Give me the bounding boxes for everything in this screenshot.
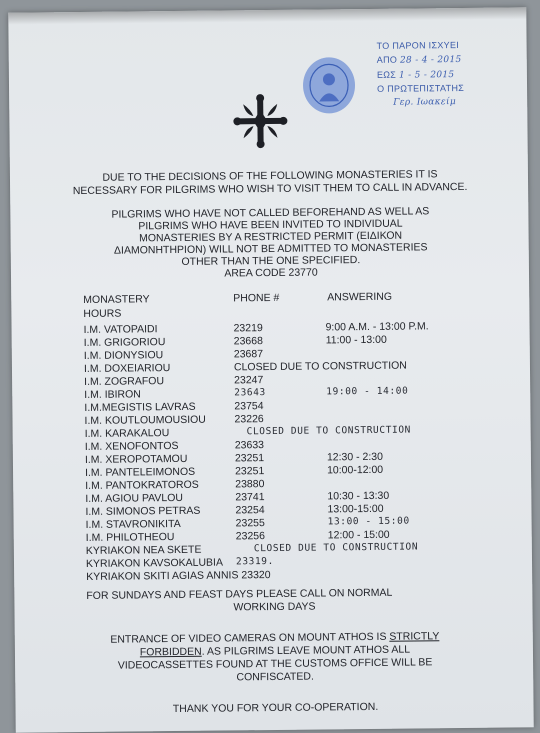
monastery-phone: 23255 bbox=[235, 517, 265, 530]
stamp-signature: Γερ. Ιωακείμ bbox=[393, 97, 457, 108]
top-shadow bbox=[8, 7, 526, 24]
monastery-name: I.M. AGIOU PAVLOU bbox=[85, 491, 184, 505]
monastery-hours: 12:30 - 2:30 bbox=[326, 450, 384, 464]
intro-paragraph-1: DUE TO THE DECISIONS OF THE FOLLOWING MONASTERIES IT IS NECESSARY FOR PILGRIMS WHO WISH TO VISIT THEM TO CALL IN ADVANCE. bbox=[72, 168, 468, 197]
monastery-phone: 23633 bbox=[234, 439, 265, 452]
monastery-hours: 12:00 - 15:00 bbox=[327, 528, 390, 542]
col-answering: ANSWERING bbox=[327, 290, 393, 304]
monastery-name: I.M. PHILOTHEOU bbox=[85, 531, 175, 544]
skete-phone: 23319. bbox=[235, 555, 274, 568]
monastery-name: I.M. DIONYSIOU bbox=[83, 349, 164, 362]
monastery-phone: 23226 bbox=[234, 413, 264, 426]
intro-line-2: PILGRIMS WHO HAVE BEEN INVITED TO INDIVIDUAL bbox=[138, 217, 403, 233]
col-hours: HOURS bbox=[83, 307, 122, 320]
skete-hours: CLOSED DUE TO CONSTRUCTION bbox=[253, 541, 419, 555]
monastery-name: I.M. PANTELEIMONOS bbox=[85, 465, 196, 479]
monastery-name: I.M. KARAKALOU bbox=[84, 427, 170, 440]
monastery-phone: 23251 bbox=[234, 452, 265, 465]
monastery-hours: 10:30 - 13:30 bbox=[327, 489, 390, 503]
thank-you: THANK YOU FOR YOUR CO-OPERATION. bbox=[172, 700, 379, 716]
monastery-name: I.M.MEGISTIS LAVRAS bbox=[84, 400, 196, 414]
area-code: AREA CODE 23770 bbox=[224, 266, 318, 280]
monastery-phone: 23219 bbox=[233, 322, 263, 335]
monastery-phone: 23643 bbox=[234, 387, 266, 399]
monastery-hours: 13:00-15:00 bbox=[327, 502, 384, 516]
monastery-name: I.M. PANTOKRATOROS bbox=[85, 478, 199, 492]
holiday-line-2: WORKING DAYS bbox=[233, 600, 316, 614]
cross-ornament-icon bbox=[229, 92, 292, 151]
monastery-hours: CLOSED DUE TO CONSTRUCTION bbox=[233, 359, 407, 374]
monastery-name: I.M. KOUTLOUMOUSIOU bbox=[84, 413, 206, 427]
monastery-table bbox=[83, 290, 503, 583]
monastery-phone: 23668 bbox=[233, 335, 263, 348]
skete-name: KYRIAKON KAVSOKALUBIA bbox=[85, 556, 224, 570]
video-line-3: VIDEOCASSETTES FOUND AT THE CUSTOMS OFFICE WILL BE bbox=[117, 656, 433, 672]
intro-line-3: MONASTERIES BY A RESTRICTED PERMIT (ΕΙΔΙΚΟΝ bbox=[139, 229, 403, 245]
video-line-2-text: . AS PILGRIMS LEAVE MOUNT ATHOS ALL bbox=[201, 643, 411, 658]
stamp-to-label: ΕΩΣ bbox=[376, 69, 397, 80]
stamp-line-4: Ο ΠΡΩΤΕΠΙΣΤΑΤΗΣ bbox=[377, 82, 465, 94]
seal-icon bbox=[301, 55, 358, 116]
monastery-phone: 23251 bbox=[234, 465, 265, 478]
monastery-hours: 10:00-12:00 bbox=[326, 463, 384, 477]
stamp-line-2 bbox=[377, 54, 462, 66]
monastery-name: I.M. IBIRON bbox=[84, 388, 141, 401]
monastery-hours: 19:00 - 14:00 bbox=[326, 385, 409, 398]
monastery-name: I.M. SIMONOS PETRAS bbox=[85, 504, 201, 518]
monastery-hours: 9:00 A.M. - 13:00 P.M. bbox=[325, 320, 429, 334]
intro-line-4: ΔΙΑΜΟΝΗΤΗΡΙΟΝ) WILL NOT BE ADMITTED TO MONASTERIES bbox=[113, 241, 428, 257]
monastery-name: I.M. ZOGRAFOU bbox=[84, 375, 165, 388]
monastery-phone: 23254 bbox=[235, 504, 265, 517]
monastery-phone: 23880 bbox=[235, 478, 265, 491]
stamp-line-1: ΤΟ ΠΑΡΟΝ ΙΣΧΥΕΙ bbox=[376, 40, 460, 51]
intro-line-5: OTHER THAN THE ONE SPECIFIED. bbox=[181, 254, 361, 268]
video-line-1-text: ENTRANCE OF VIDEO CAMERAS ON MOUNT ATHOS IS bbox=[110, 630, 390, 646]
monastery-name: I.M. GRIGORIOU bbox=[83, 336, 166, 349]
monastery-name: I.M. DOXEIARIOU bbox=[83, 362, 171, 375]
monastery-hours: 13:00 - 15:00 bbox=[327, 515, 410, 528]
holiday-line-1: FOR SUNDAYS AND FEAST DAYS PLEASE CALL ON NORMAL bbox=[86, 586, 393, 602]
monastery-name: I.M. VATOPAIDI bbox=[83, 323, 158, 336]
monastery-name: I.M. XENOFONTOS bbox=[84, 439, 179, 453]
stamp-from-label: ΑΠΟ bbox=[376, 54, 398, 65]
monastery-hours: CLOSED DUE TO CONSTRUCTION bbox=[246, 424, 412, 438]
stamp-from-date: 28 - 4 - 2015 bbox=[399, 54, 462, 66]
monastery-name: I.M. STAVRONIKITA bbox=[85, 517, 181, 531]
col-monastery: MONASTERY bbox=[83, 293, 150, 306]
monastery-phone: 23687 bbox=[233, 348, 264, 361]
video-line-4: CONFISCATED. bbox=[236, 670, 314, 684]
video-strictly: STRICTLY bbox=[389, 630, 440, 643]
validity-stamp bbox=[349, 35, 510, 127]
skete-name: KYRIAKON SKITI AGIAS ANNIS 23320 bbox=[86, 569, 271, 583]
notice-paper bbox=[8, 7, 534, 732]
monastery-hours: 11:00 - 13:00 bbox=[325, 333, 387, 347]
stamp-to-date: 1 - 5 - 2015 bbox=[398, 70, 455, 81]
col-phone: PHONE # bbox=[233, 291, 280, 305]
skete-name: KYRIAKON NEA SKETE bbox=[85, 543, 202, 557]
monastery-phone: 23741 bbox=[235, 491, 265, 504]
monastery-name: I.M. XEROPOTAMOU bbox=[84, 452, 188, 466]
monastery-phone: 23754 bbox=[234, 400, 264, 413]
video-forbidden: FORBIDDEN bbox=[139, 645, 202, 659]
monastery-phone: 23247 bbox=[234, 374, 264, 387]
stamp-line-3 bbox=[377, 69, 455, 81]
intro-line-1: PILGRIMS WHO HAVE NOT CALLED BEFOREHAND AS WELL AS bbox=[111, 205, 430, 221]
monastery-phone: 23256 bbox=[235, 530, 266, 543]
